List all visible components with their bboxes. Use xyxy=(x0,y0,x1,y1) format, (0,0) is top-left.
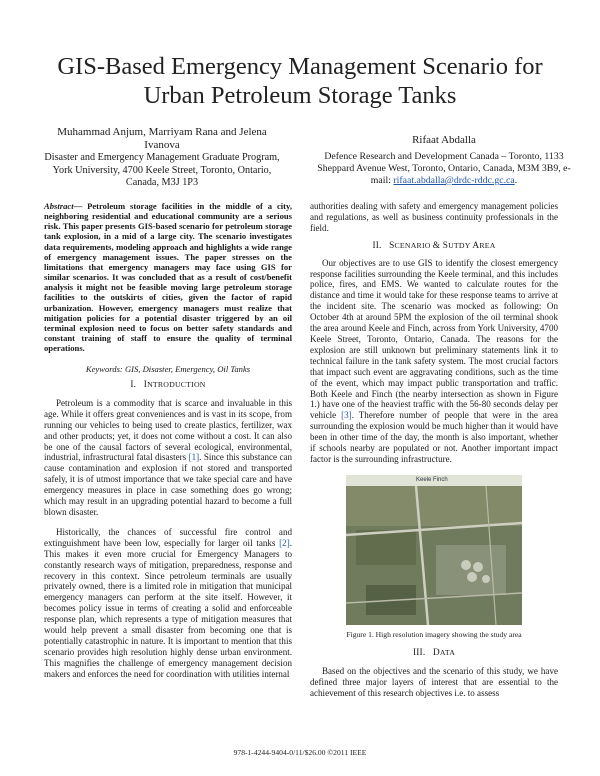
study-area-image xyxy=(346,475,522,625)
right-column-body xyxy=(310,201,558,465)
intro-paragraph-2: Historically, the chances of successful fire control and extinguishment have been low, especially for larger oil tanks [2]. This makes it even more crucial for Emergency Managers to constantly research ways of mitigation, preparedness, response and recovery in this context. Since petroleum terminals are usually privately owned, there is a limited role in mitigation that municipal emergency managers can perform at the site itself. However, it becomes policy issue in terms of creating a solid and enforceable response plan, which represents a type of mitigation measures that would help prevent a small disaster from becoming one that is potentially catastrophic in nature. It is important to mention that this scenario provides high resolution highly dense urban environment. This magnifies the challenge of emergency management decision makers and enforces the need for coordination with utilities internal xyxy=(44,526,292,679)
continuation-paragraph: authorities dealing with safety and emergency management policies and regulations, as well as business continuity professionals in the field. xyxy=(310,201,558,233)
section-heading-introduction: I. INTRODUCTION xyxy=(130,380,206,390)
section-heading-data: III. DATA xyxy=(412,648,456,658)
citation-link[interactable]: [3] xyxy=(341,410,352,421)
affiliation-right: Defence Research and Development Canada – Toronto, 1133 Sheppard Avenue West, Toronto, Ontario, Canada, M3M 3B9, e-mail: rifaat.abdalla@drdc-rddc.gc.ca. xyxy=(317,151,571,186)
affiliation-right-text: Defence Research and Development Canada – Toronto, 1133 Sheppard Avenue West, Toronto, Ontario, Canada, M3M 3B9, e-mail: xyxy=(317,151,571,186)
section-heading-scenario: II. SCENARIO & SUTDY AREA xyxy=(372,240,496,251)
data-paragraph: Based on the objectives and the scenario of this study, we have defined three major layers of interest that are essential to the achievement of this research objectives i.e. to assess xyxy=(310,665,558,698)
abstract-lead: Abstract— xyxy=(44,201,83,211)
intro-paragraph-1: Petroleum is a commodity that is scarce and invaluable in this age. While it offers great conveniences and is vast in its scope, from running our vehicles to being used to create plastics, fertilizer, wax and other products; yet, it does not come without a cost. It can also be one of the causal factors of several ecological, environmental, industrial, infrastructural fatal disasters [1]. Since this substance can cause contamination and explosion if not stored and transported safely, it is of utmost importance that we take special care and have emergency measures in place in case something does go wrong; which may result in an upgrading potential hazard to become a full blown disaster. xyxy=(44,397,292,517)
author-email-link[interactable]: rifaat.abdalla@drdc-rddc.gc.ca xyxy=(393,175,515,186)
data-section xyxy=(310,648,558,699)
image-title-bar: Keele Finch xyxy=(346,475,522,486)
abstract xyxy=(44,201,292,353)
authors-left xyxy=(42,126,282,190)
citation-link[interactable]: [1] xyxy=(188,452,200,463)
citation-link[interactable]: [2] xyxy=(279,537,290,548)
authors-right xyxy=(312,134,576,187)
author-names-left: Muhammad Anjum, Marriyam Rana and Jelena Ivanova xyxy=(57,126,267,151)
keywords: Keywords: GIS, Disaster, Emergency, Oil Tanks xyxy=(85,364,251,374)
paper-title: GIS-Based Emergency Management Scenario for Urban Petroleum Storage Tanks xyxy=(57,53,543,109)
figure-caption: Figure 1. High resolution imagery showing the study area xyxy=(346,630,522,639)
affiliation-left: Disaster and Emergency Management Graduate Program, York University, 4700 Keele Street, Toronto, Ontario, Canada, M3J 1P3 xyxy=(44,152,280,188)
aerial-imagery xyxy=(346,475,522,625)
left-column-body xyxy=(44,380,292,680)
author-name-right: Rifaat Abdalla xyxy=(412,134,476,146)
page-footer: 978-1-4244-9404-0/11/$26.00 ©2011 IEEE xyxy=(233,748,367,757)
scenario-paragraph: Our objectives are to use GIS to identify the closest emergency response facilities surrounding the Keele terminal, and this includes police, fires, and EMS. We wanted to calculate routes for the distance and time it would take for these response teams to arrive at the incident site. The scenario was mocked as following: On October 4th at around 5PM the explosion of the oil terminal shook the area around Keele and Finch, across from York University, 4700 Keele Street, Toronto, Ontario, Canada. The reasons for the explosion are still unknown but preliminary statements link it to technical failure in the tank safety system. The most crucial factors that impact such event are aggravating conditions, such as the time of the event, which may impact public transportation and traffic. Both Keele and Finch (the nearby intersection as shown in Figure 1.) have one of the heaviest traffic with the 56-80 seconds delay per vehicle [3]. Therefore number of people that were in the area surrounding the explosion would be much higher than it would have been in other time of the day, the month is also important, whether if schools nearby are populated or not. Another important impact factor is the surrounding infrastructure. xyxy=(310,257,558,464)
abstract-text: Petroleum storage facilities in the middle of a city, neighboring residential and educational community are a serious risk. This paper presents GIS-based scenario for petroleum storage tank explosion, in a mid of a large city. The scenario investigates data requirements, modeling approach and highlights a wide range of emergency management issues. The paper stresses on the limitations that emergency managers may face using GIS for similar scenarios. It was concluded that as a result of cost/benefit analysis it might not be feasible moving large petroleum storage facilities to the outskirts of cities, given the factor of rapid urbanization. However, emergency managers must realize that mitigation policies for a potential disaster triggered by an oil terminal explosion need to focus on better safety standards and constant training of staff to ensure the quality of terminal operations. xyxy=(44,201,292,354)
